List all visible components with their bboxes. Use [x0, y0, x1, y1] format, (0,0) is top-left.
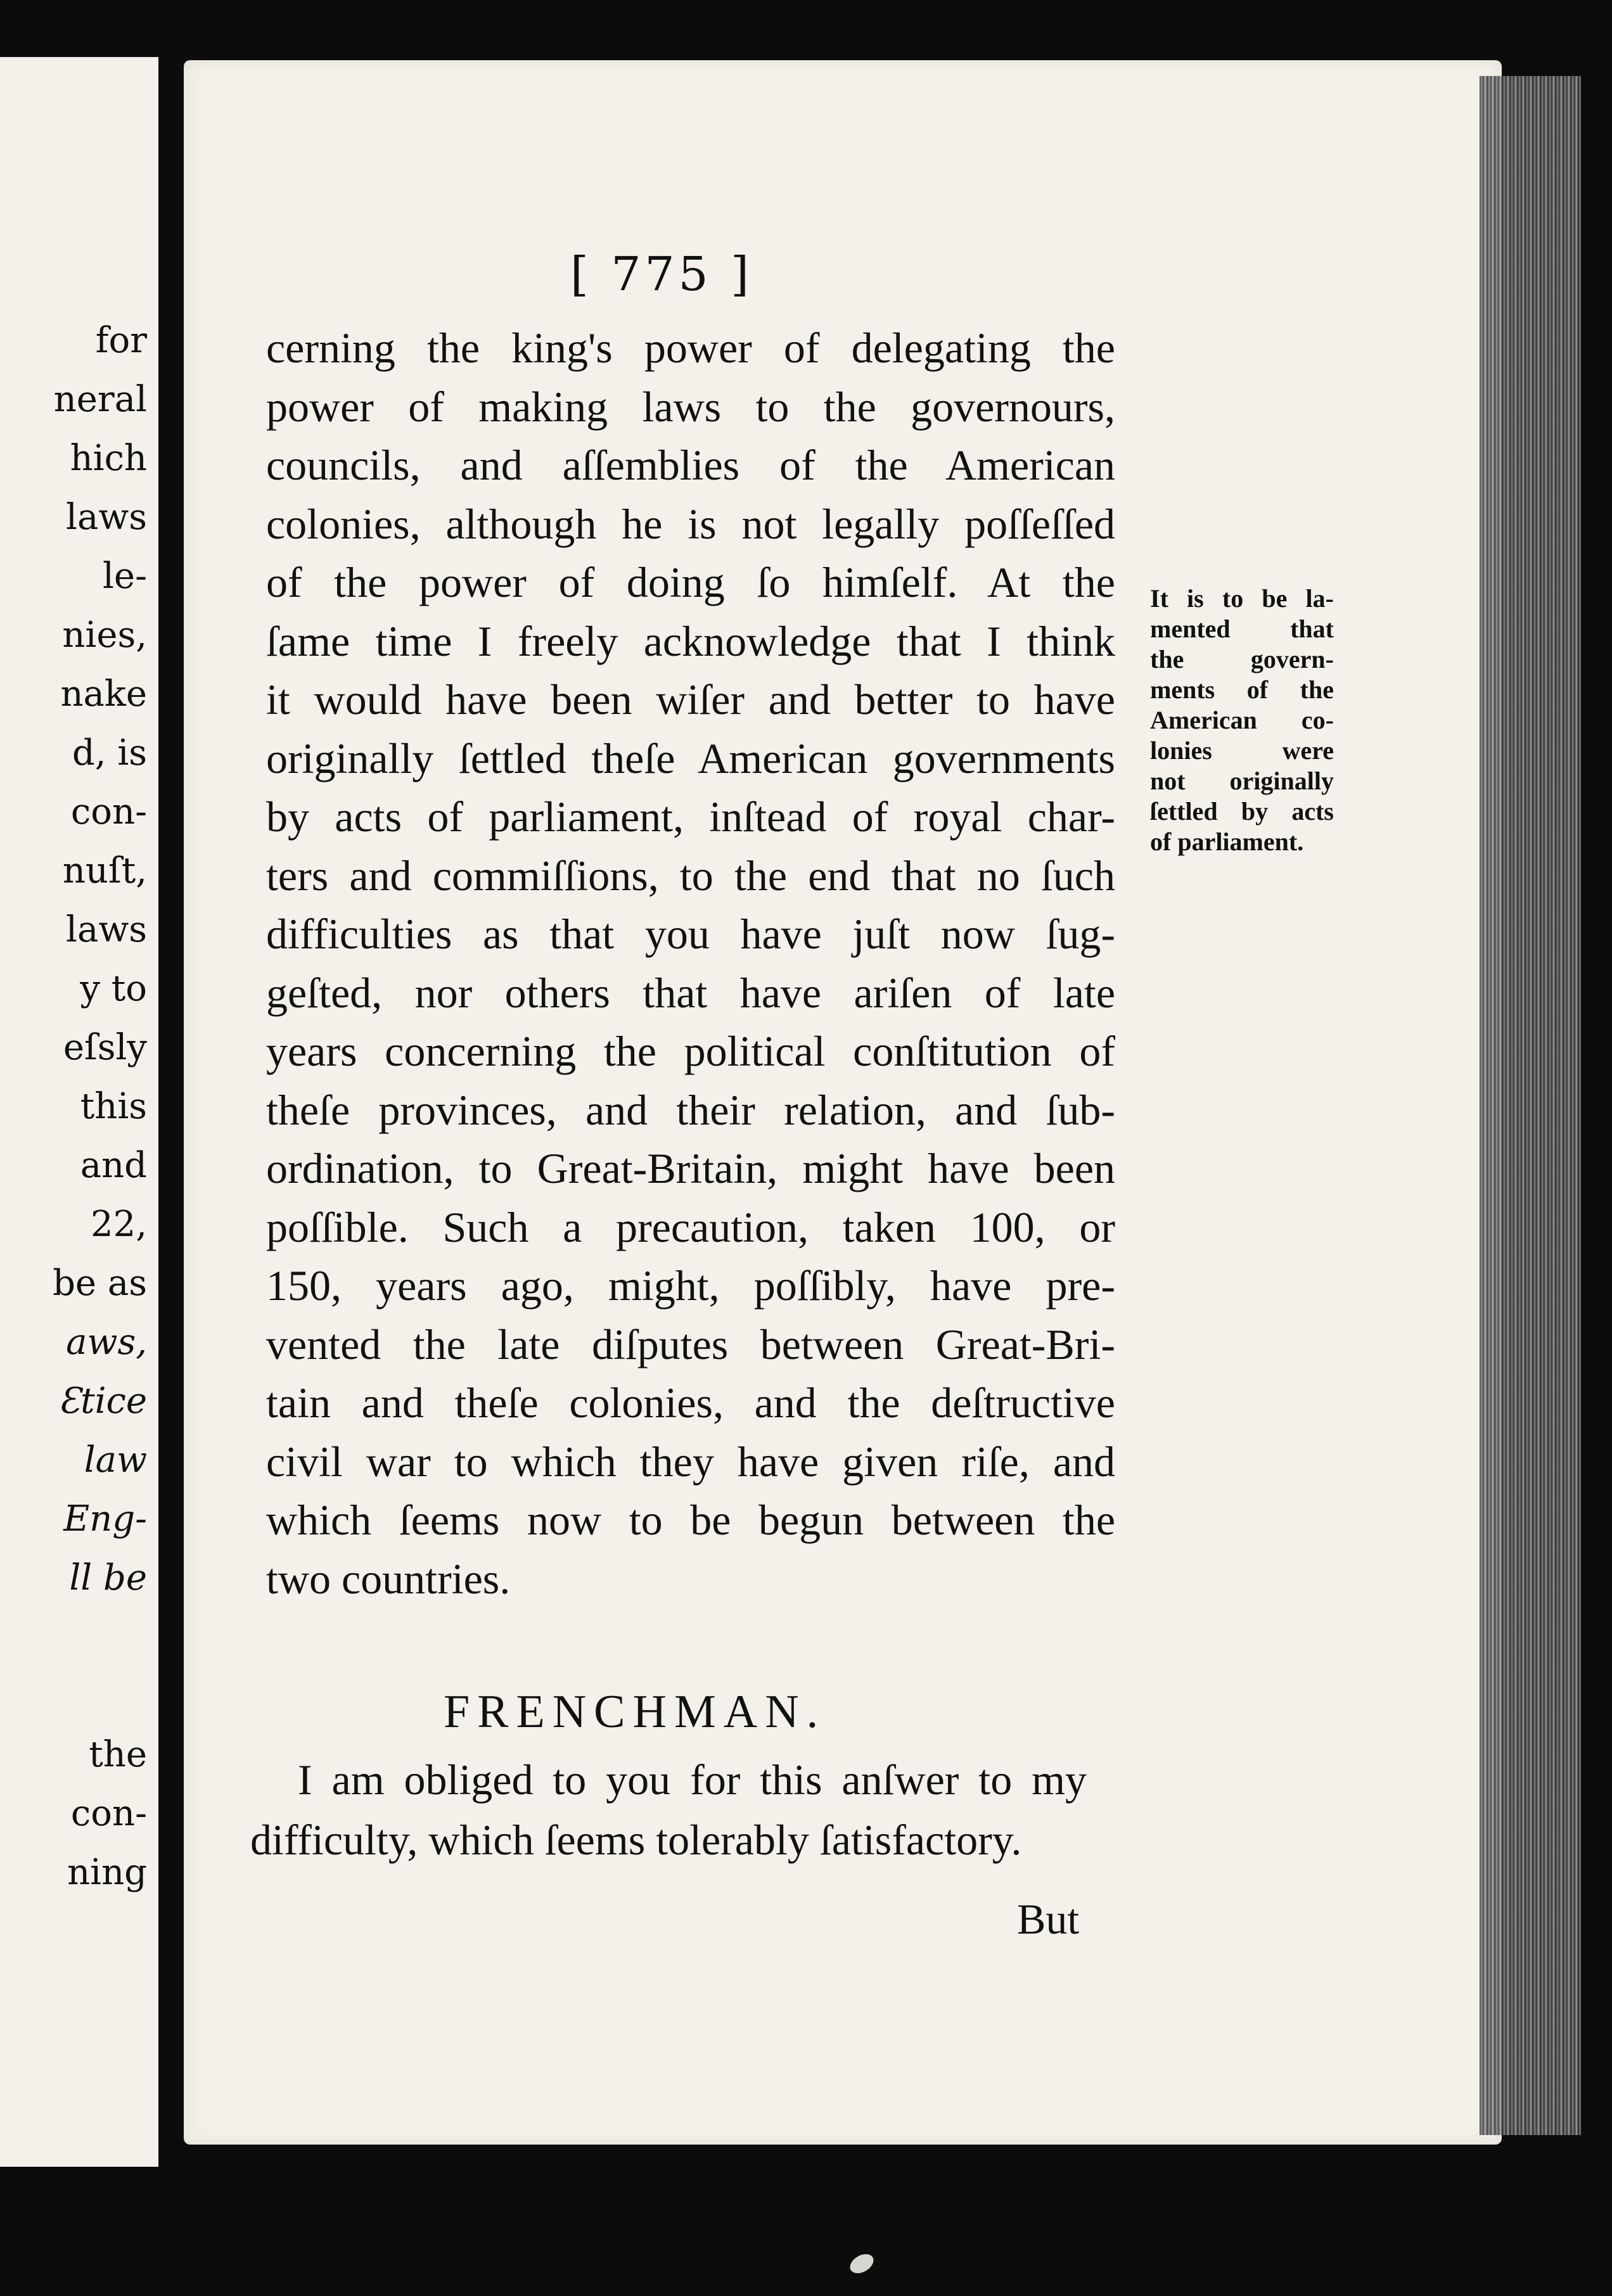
marginal-note-line: mented that	[1150, 615, 1334, 643]
left-page-line: Eng-	[63, 1498, 147, 1540]
left-page-line: nuſt,	[62, 850, 147, 891]
left-page-line: hich	[70, 438, 147, 479]
page-number-header: [ 775 ]	[570, 247, 753, 302]
marginal-note-line: not originally	[1150, 767, 1334, 795]
text-line: vented the late diſputes between Great-Bri-	[266, 1320, 1115, 1368]
marginal-note-line: of parliament.	[1150, 827, 1304, 856]
text-line: ters and commiſſions, to the end that no ſuch	[266, 851, 1115, 900]
text-line: it would have been wiſer and better to have	[266, 675, 1115, 724]
reply-line: difficulty, which ſeems tolerably ſatisfactory.	[250, 1816, 1022, 1864]
text-line: ſame time I freely acknowledge that I think	[266, 616, 1115, 665]
left-page-line: ning	[67, 1852, 147, 1893]
left-page-line: this	[80, 1086, 147, 1127]
marginal-note-line: ments of the	[1150, 675, 1334, 704]
catchword: But	[1017, 1895, 1080, 1943]
left-page-line: nies,	[62, 615, 147, 656]
text-line: civil war to which they have given riſe, and	[266, 1437, 1115, 1486]
left-page-line: 22,	[90, 1204, 147, 1245]
text-line: 150, years ago, might, poſſibly, have pre-	[266, 1261, 1115, 1310]
marginal-note-line: ſettled by acts	[1150, 797, 1334, 826]
text-line: of the power of doing ſo himſelf. At the	[266, 558, 1115, 606]
page-stack-edge	[1480, 76, 1581, 2135]
text-line: colonies, although he is not legally poſſeſſed	[266, 499, 1115, 548]
text-line: geſted, nor others that have ariſen of late	[266, 968, 1115, 1017]
text-line: originally ſettled theſe American governments	[266, 734, 1115, 782]
marginal-note-line: the govern-	[1150, 645, 1334, 673]
ink-smudge	[847, 2250, 877, 2278]
left-page-line: neral	[53, 379, 147, 420]
marginal-note-line: American co-	[1150, 706, 1334, 734]
marginal-note-line: It is to be la-	[1150, 584, 1334, 613]
left-page-line: d, is	[72, 732, 147, 774]
left-page-line: eſsly	[63, 1027, 147, 1068]
text-line: ordination, to Great-Britain, might have been	[266, 1144, 1115, 1192]
text-line: power of making laws to the governours,	[266, 382, 1115, 431]
left-page-line: the	[89, 1734, 147, 1775]
left-page-line: ll be	[69, 1557, 147, 1598]
text-line: by acts of parliament, inſtead of royal char-	[266, 793, 1115, 841]
text-line: cerning the king's power of delegating the	[266, 324, 1115, 372]
left-page-line: y to	[80, 968, 147, 1009]
text-line: tain and theſe colonies, and the deſtructive	[266, 1379, 1115, 1427]
left-page-line: laws	[66, 497, 147, 538]
left-page-line: nake	[60, 673, 147, 715]
left-page-line: be as	[53, 1263, 147, 1304]
text-line: which ſeems now to be begun between the	[266, 1496, 1115, 1544]
left-page-line: le-	[103, 556, 147, 597]
text-line: years concerning the political conſtitution of	[266, 1027, 1115, 1075]
left-page-line: con-	[70, 791, 147, 832]
text-line: poſſible. Such a precaution, taken 100, or	[266, 1202, 1115, 1251]
speaker-heading: FRENCHMAN.	[444, 1686, 826, 1738]
left-page-line: con-	[70, 1793, 147, 1834]
marginal-note-line: lonies were	[1150, 736, 1334, 765]
text-line: difficulties as that you have juſt now ſug-	[266, 910, 1115, 958]
left-facing-page	[0, 57, 158, 2167]
left-page-line: Ɛtice	[58, 1381, 147, 1422]
left-page-line: and	[80, 1145, 147, 1186]
text-line: councils, and aſſemblies of the American	[266, 441, 1115, 489]
reply-line: I am obliged to you for this anſwer to my	[298, 1756, 1087, 1804]
left-page-line: laws	[66, 909, 147, 950]
left-page-line: for	[95, 320, 147, 361]
left-page-line: law	[84, 1439, 147, 1481]
left-page-line: aws,	[66, 1322, 147, 1363]
text-line: theſe provinces, and their relation, and ſub-	[266, 1085, 1115, 1134]
text-line: two countries.	[266, 1554, 511, 1603]
